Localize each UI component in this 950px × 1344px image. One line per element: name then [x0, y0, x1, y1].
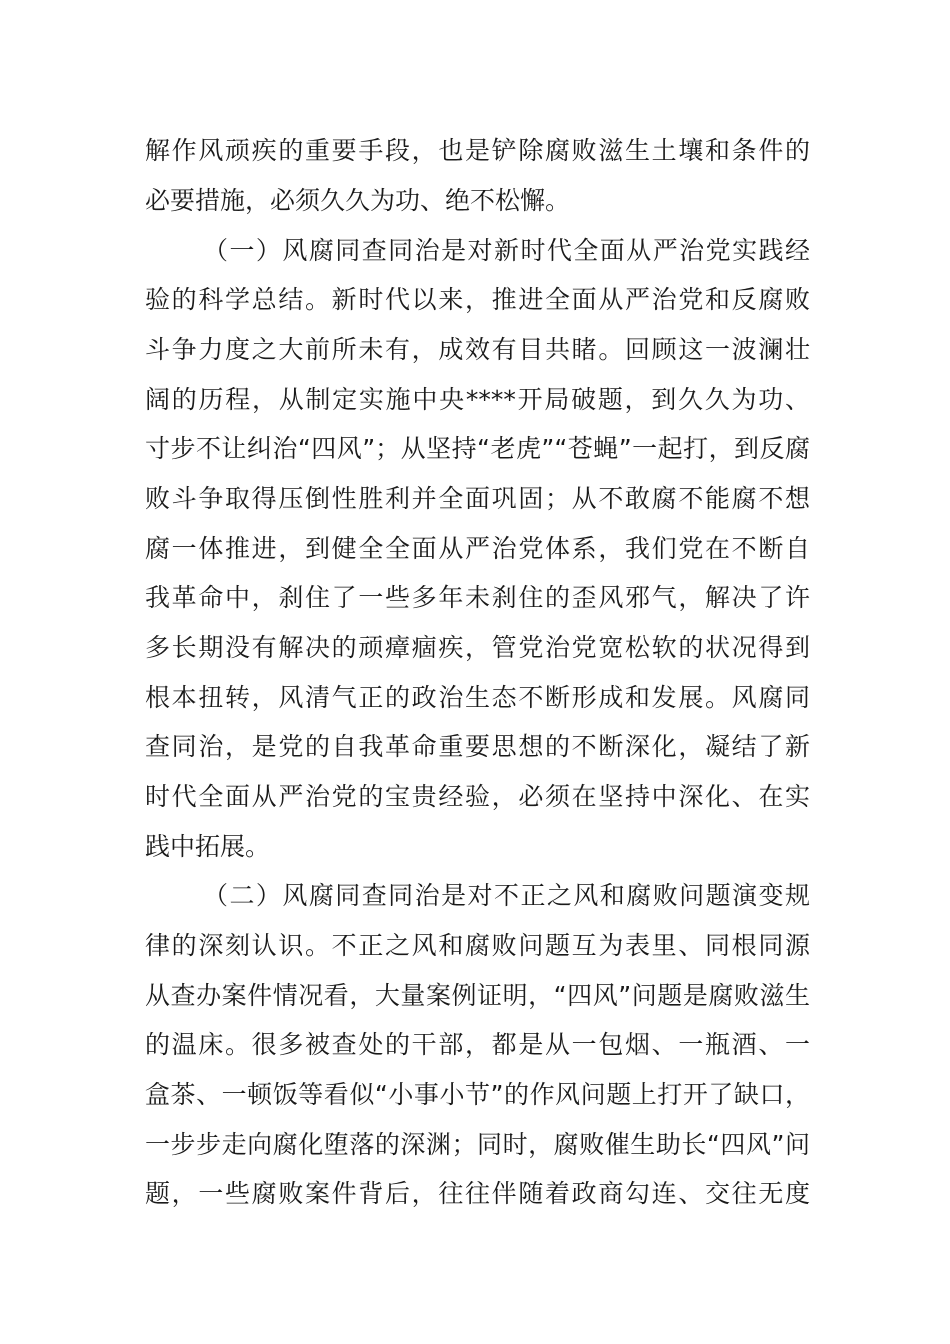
- paragraph-heading-line: （二）风腐同查同治是对不正之风和腐败问题演变规: [203, 881, 810, 910]
- text-line: 践中拓展。: [145, 832, 271, 861]
- text-line: 我革命中，刹住了一些多年未刹住的歪风邪气，解决了许: [145, 583, 810, 612]
- paragraph-heading-line: （一）风腐同查同治是对新时代全面从严治党实践经: [203, 236, 810, 265]
- text-line: 时代全面从严治党的宝贵经验，必须在坚持中深化、在实: [145, 782, 810, 811]
- text-line: 解作风顽疾的重要手段，也是铲除腐败滋生土壤和条件的: [145, 136, 810, 165]
- text-line: 一步步走向腐化堕落的深渊；同时，腐败催生助长“四风”问: [145, 1130, 810, 1159]
- text-line: 败斗争取得压倒性胜利并全面巩固；从不敢腐不能腐不想: [145, 484, 810, 513]
- text-line: 寸步不让纠治“四风”；从坚持“老虎”“苍蝇”一起打，到反腐: [145, 434, 810, 463]
- text-line: 多长期没有解决的顽瘴痼疾，管党治党宽松软的状况得到: [145, 633, 810, 662]
- text-line: 的温床。很多被查处的干部，都是从一包烟、一瓶酒、一: [145, 1030, 810, 1059]
- text-line: 阔的历程，从制定实施中央****开局破题，到久久为功、: [145, 385, 810, 414]
- text-line: 腐一体推进，到健全全面从严治党体系，我们党在不断自: [145, 534, 810, 563]
- text-line: 查同治，是党的自我革命重要思想的不断深化，凝结了新: [145, 732, 810, 761]
- text-line: 从查办案件情况看，大量案例证明，“四风”问题是腐败滋生: [145, 981, 810, 1010]
- text-line: 验的科学总结。新时代以来，推进全面从严治党和反腐败: [145, 285, 810, 314]
- text-line: 题，一些腐败案件背后，往往伴随着政商勾连、交往无度: [145, 1179, 810, 1208]
- text-line: 根本扭转，风清气正的政治生态不断形成和发展。风腐同: [145, 683, 810, 712]
- text-line: 斗争力度之大前所未有，成效有目共睹。回顾这一波澜壮: [145, 335, 810, 364]
- text-line: 律的深刻认识。不正之风和腐败问题互为表里、同根同源: [145, 931, 810, 960]
- text-line: 盒茶、一顿饭等看似“小事小节”的作风问题上打开了缺口，: [145, 1080, 810, 1109]
- text-line: 必要措施，必须久久为功、绝不松懈。: [145, 186, 571, 215]
